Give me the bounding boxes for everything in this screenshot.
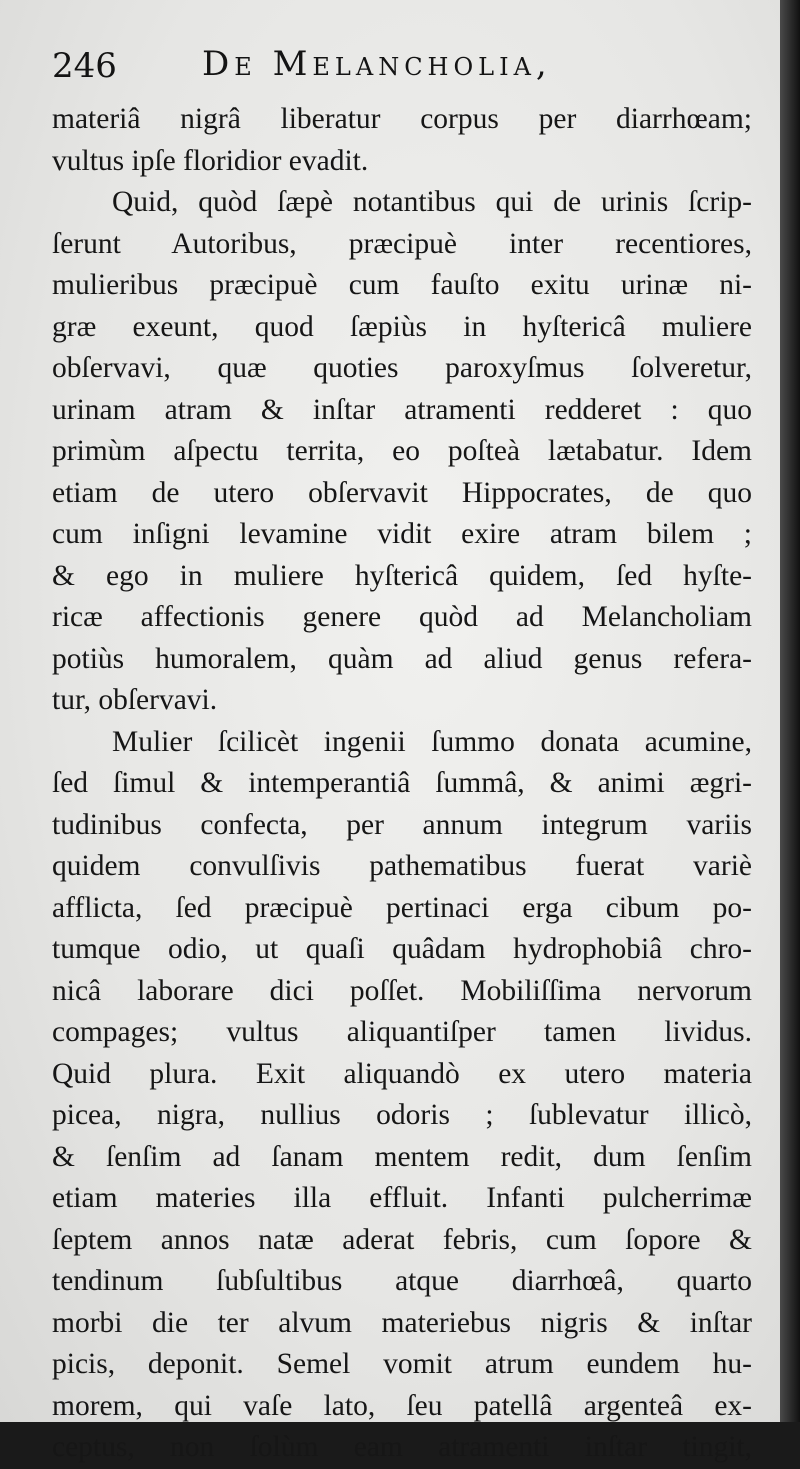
text-line: ceptus, non ſolùm eam atramenti inſtar tingit, — [52, 1431, 752, 1463]
text-line: morem, qui vaſe lato, ſeu patellâ argenteâ ex- — [52, 1389, 752, 1422]
text-line: urinam atram & inſtar atramenti redderet : quo — [52, 393, 752, 426]
text-line: nicâ laborare dici poſſet. Mobiliſſima nervorum — [52, 974, 752, 1007]
text-line: primùm aſpectu territa, eo poſteà lætabatur. Idem — [52, 435, 752, 467]
text-line: græ exeunt, quod ſæpiùs in hyſtericâ muliere — [52, 310, 752, 343]
text-line: etiam de utero obſervavit Hippocrates, de quo — [52, 476, 752, 509]
running-title: De Melancholia, — [202, 44, 552, 84]
text-line: afflicta, ſed præcipuè pertinaci erga cibum po- — [52, 891, 752, 924]
text-line: mulieribus præcipuè cum fauſto exitu urinæ ni- — [52, 269, 752, 301]
text-line: cum inſigni levamine vidit exire atram bilem ; — [52, 518, 752, 550]
text-line: compages; vultus aliquantiſper tamen lividus. — [52, 1016, 752, 1048]
page-edge-shadow — [780, 0, 800, 1422]
text-line: tudinibus confecta, per annum integrum variis — [52, 808, 752, 841]
text-line: picis, deponit. Semel vomit atrum eundem hu- — [52, 1348, 752, 1380]
text-line: Quid plura. Exit aliquandò ex utero materia — [52, 1057, 752, 1090]
body-text — [52, 99, 752, 1469]
paragraph-first-line: Quid, quòd ſæpè notantibus qui de urinis ſcrip- — [112, 186, 752, 218]
text-line: ricæ affectionis genere quòd ad Melancholiam — [52, 601, 752, 633]
text-line: materiâ nigrâ liberatur corpus per diarrhœam; — [52, 103, 752, 135]
text-line: tumque odio, ut quaſi quâdam hydrophobiâ chro- — [52, 933, 752, 965]
paragraph-first-line: Mulier ſcilicèt ingenii ſummo donata acumine, — [112, 725, 752, 758]
text-line: vultus ipſe floridior evadit. — [52, 144, 369, 177]
text-line: potiùs humoralem, quàm ad aliud genus refera- — [52, 642, 752, 675]
text-line: ſeptem annos natæ aderat febris, cum ſopore & — [52, 1223, 752, 1256]
text-line: morbi die ter alvum materiebus nigris & inſtar — [52, 1306, 752, 1339]
page-header — [52, 42, 752, 98]
text-line: & ego in muliere hyſtericâ quidem, ſed hyſte- — [52, 559, 752, 592]
text-line: tur, obſervavi. — [52, 684, 218, 716]
text-line: quidem convulſivis pathematibus fuerat variè — [52, 850, 752, 882]
text-line: etiam materies illa effluit. Infanti pulcherrimæ — [52, 1182, 752, 1214]
text-line: obſervavi, quæ quoties paroxyſmus ſolveretur, — [52, 352, 752, 384]
page-number: 246 — [52, 46, 117, 86]
text-line: tendinum ſubſultibus atque diarrhœâ, quarto — [52, 1265, 752, 1297]
text-line: picea, nigra, nullius odoris ; ſublevatur illicò, — [52, 1099, 752, 1131]
text-line: ſerunt Autoribus, præcipuè inter recentiores, — [52, 227, 752, 260]
text-line: & ſenſim ad ſanam mentem redit, dum ſenſim — [52, 1140, 752, 1173]
text-line: ſed ſimul & intemperantiâ ſummâ, & animi ægri- — [52, 767, 752, 799]
